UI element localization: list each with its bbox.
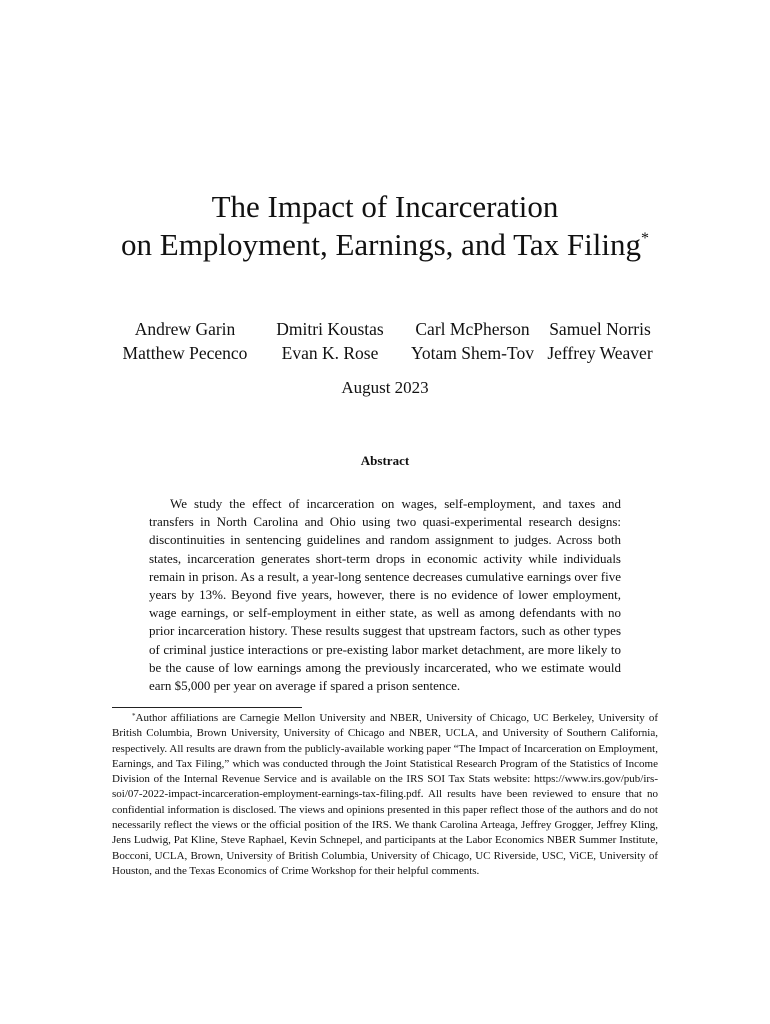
footnote bbox=[112, 711, 658, 879]
title-footnote-mark: * bbox=[640, 230, 649, 247]
author-name: Evan K. Rose bbox=[281, 343, 379, 363]
author-name: Andrew Garin bbox=[134, 319, 236, 339]
title-line-2 bbox=[0, 226, 770, 264]
author-row-1 bbox=[0, 317, 770, 341]
footnote-mark: * bbox=[132, 712, 136, 720]
title-line-2-text: on Employment, Earnings, and Tax Filing bbox=[121, 227, 641, 262]
abstract-heading: Abstract bbox=[360, 453, 410, 468]
author-name: Samuel Norris bbox=[549, 319, 651, 339]
paper-title bbox=[0, 188, 770, 264]
author-name: Matthew Pecenco bbox=[122, 343, 248, 363]
author-list bbox=[0, 317, 770, 365]
title-line-1: The Impact of Incarceration bbox=[211, 189, 559, 224]
abstract-text: We study the effect of incarceration on wages, self-employment, and taxes and transfers in North Carolina and Ohio using two quasi-experimental research designs: discontinuities in sentencing guidelines and random assignment to judges. Across both states, incarceration generates short-term drops in economic activity while individuals remain in prison. As a result, a year-long sentence decreases cumulative earnings over five years by 13%. Beyond five years, however, there is no evidence of lower employment, wage earnings, or self-employment in either state, as well as among defendants with no prior incarceration history. These results suggest that upstream factors, such as other types of criminal justice interactions or pre-existing labor market detachment, are more likely to be the cause of low earnings among the previously incarcerated, who we estimate would earn $5,000 per year on average if spared a prison sentence. bbox=[149, 496, 621, 694]
author-name: Jeffrey Weaver bbox=[547, 343, 653, 363]
author-name: Yotam Shem-Tov bbox=[411, 343, 534, 363]
author-name: Carl McPherson bbox=[415, 319, 530, 339]
publication-date: August 2023 bbox=[341, 378, 429, 397]
footnote-divider bbox=[112, 707, 302, 708]
footnote-text: Author affiliations are Carnegie Mellon University and NBER, University of Chicago, UC Berkeley, University of British Columbia, Brown University, University of Chicago and NBER, UCLA, and University of Southern California, respectively. All results are drawn from the publicly-available working paper “The Impact of Incarceration on Employment, Earnings, and Tax Filing,” which was conducted through the Joint Statistical Research Program of the Statistics of Income Division of the Internal Revenue Service and is available on the IRS SOI Tax Stats website: https://www.irs.gov/pub/irs-soi/07-2022-impact-incarceration-employment-earnings-tax-filing.pdf. All results have been reviewed to ensure that no confidential information is disclosed. The views and opinions presented in this paper reflect those of the authors and do not necessarily reflect the views or the official position of the IRS. We thank Carolina Arteaga, Jeffrey Grogger, Jeffrey Kling, Jens Ludwig, Pat Kline, Steve Raphael, Kevin Schnepel, and participants at the Labor Economics NBER Summer Institute, Bocconi, UCLA, Brown, University of British Columbia, University of Chicago, UC Riverside, USC, ViCE, University of Houston, and the Texas Economics of Crime Workshop for their helpful comments. bbox=[112, 712, 658, 877]
author-name: Dmitri Koustas bbox=[276, 319, 384, 339]
author-row-2 bbox=[0, 341, 770, 365]
